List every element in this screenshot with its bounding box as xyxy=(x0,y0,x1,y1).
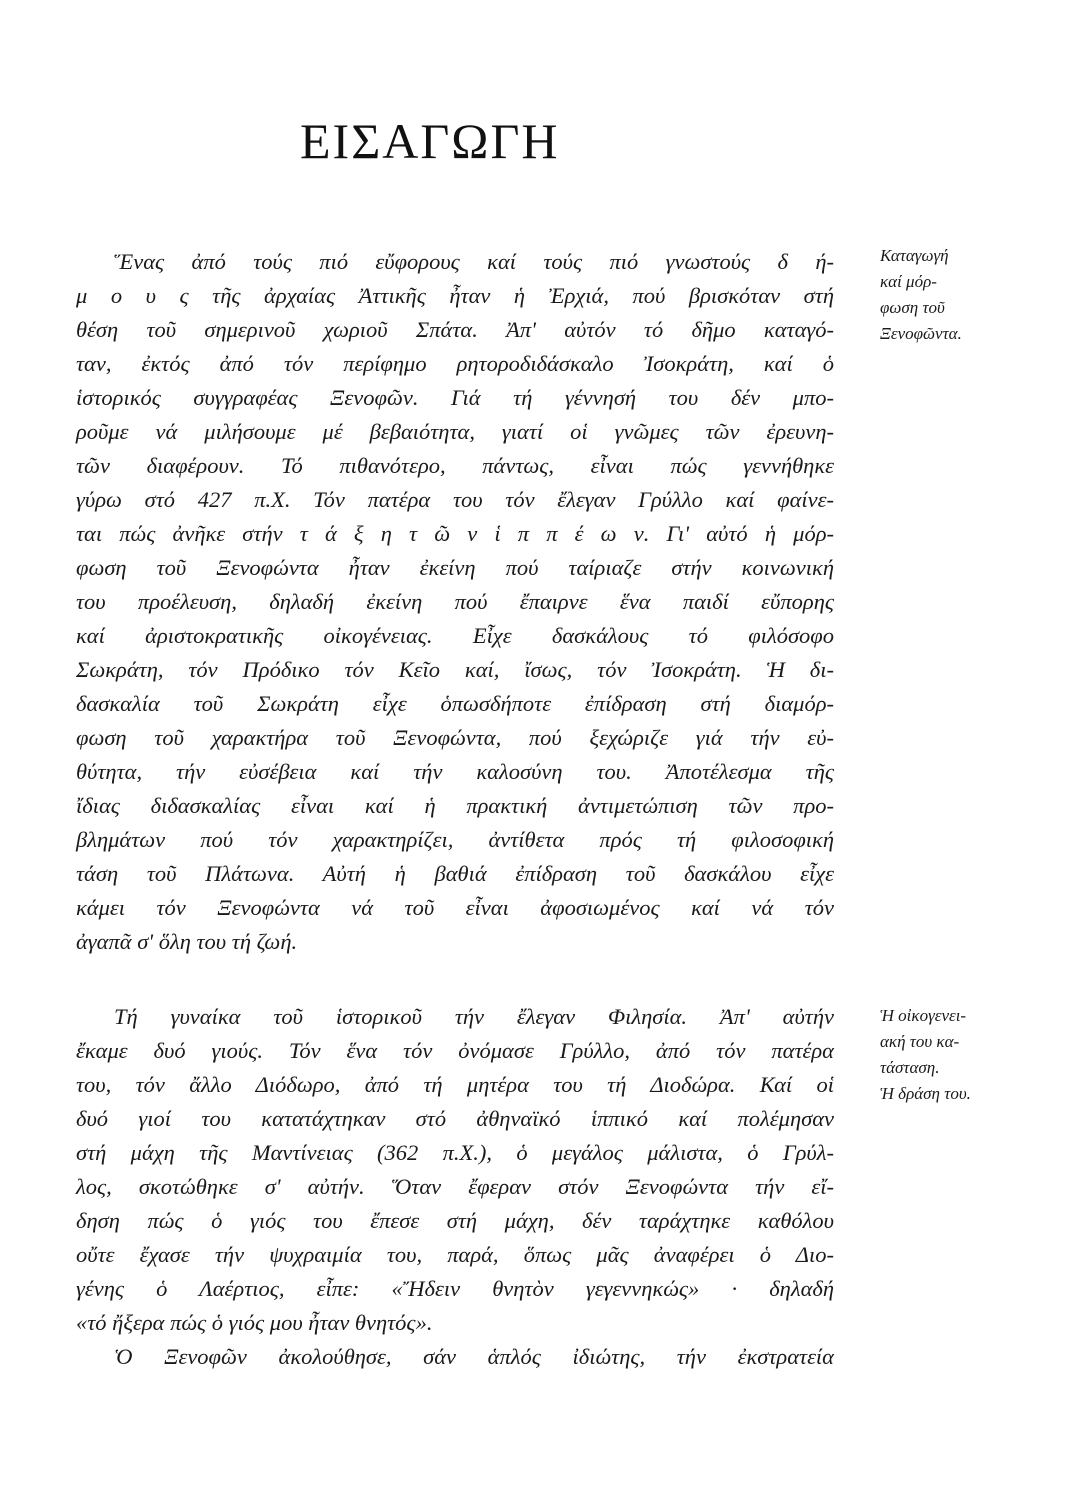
text-line: «τό ἤξερα πώς ὁ γιός μου ἦταν θνητός». xyxy=(76,1310,433,1335)
margin-note-line: Ἡ δράση του. xyxy=(880,1084,971,1103)
text-line: στή μάχη τῆς Μαντίνειας (362 π.Χ.), ὁ μεγάλος μάλιστα, ὁ Γρύλ- xyxy=(76,1140,834,1165)
text-line: τῶν διαφέρουν. Τό πιθανότερο, πάντως, εἶναι πώς γεννήθηκε xyxy=(76,453,834,478)
margin-note-line: Ξενοφῶντα. xyxy=(880,324,962,343)
text-line: μ ο υ ς τῆς ἀρχαίας Ἀττικῆς ἦταν ἡ Ἐρχιά, πού βρισκόταν στή xyxy=(76,283,834,308)
text-line: δασκαλία τοῦ Σωκράτη εἶχε ὁπωσδήποτε ἐπίδραση στή διαμόρ- xyxy=(76,691,834,716)
text-line: θέση τοῦ σημερινοῦ χωριοῦ Σπάτα. Ἀπ' αὐτόν τό δῆμο καταγό- xyxy=(76,317,834,342)
text-line: Σωκράτη, τόν Πρόδικο τόν Κεῖο καί, ἴσως, τόν Ἰσοκράτη. Ἡ δι- xyxy=(76,657,834,682)
text-line: ται πώς ἀνῆκε στήν τ ά ξ η τ ῶ ν ἱ π π έ ω ν. Γι' αὐτό ἡ μόρ- xyxy=(76,521,834,546)
text-line: Ὁ Ξενοφῶν ἀκολούθησε, σάν ἁπλός ἰδιώτης, τήν ἐκστρατεία xyxy=(114,1344,834,1369)
margin-note-line: Καταγωγή xyxy=(880,246,949,265)
text-line: γύρω στό 427 π.Χ. Τόν πατέρα του τόν ἔλεγαν Γρύλλο καί φαίνε- xyxy=(76,487,834,512)
text-line: κάμει τόν Ξενοφώντα νά τοῦ εἶναι ἀφοσιωμένος καί νά τόν xyxy=(76,895,834,920)
text-line: Ἕνας ἀπό τούς πιό εὔφορους καί τούς πιό γνωστούς δ ή- xyxy=(114,249,834,274)
text-line: τάση τοῦ Πλάτωνα. Αὐτή ἡ βαθιά ἐπίδραση τοῦ δασκάλου εἶχε xyxy=(76,861,834,886)
margin-note-line: Ἡ οἰκογενει- xyxy=(880,1006,967,1025)
text-line: ταν, ἐκτός ἀπό τόν περίφημο ρητοροδιδάσκαλο Ἰσοκράτη, καί ὁ xyxy=(76,351,834,376)
text-line: του προέλευση, δηλαδή ἐκείνη πού ἔπαιρνε ἕνα παιδί εὔπορης xyxy=(76,589,834,614)
text-line: λος, σκοτώθηκε σ' αὐτήν. Ὅταν ἔφεραν στόν Ξενοφώντα τήν εἴ- xyxy=(76,1174,834,1199)
text-line: του, τόν ἄλλο Διόδωρο, ἀπό τή μητέρα του τή Διοδώρα. Καί οἱ xyxy=(76,1072,834,1097)
text-line: γένης ὁ Λαέρτιος, εἶπε: «Ἤδειν θνητὸν γεγεννηκώς» · δηλαδή xyxy=(76,1276,834,1301)
text-line: οὔτε ἔχασε τήν ψυχραιμία του, παρά, ὅπως μᾶς ἀναφέρει ὁ Διο- xyxy=(76,1242,834,1267)
text-line: θύτητα, τήν εὐσέβεια καί τήν καλοσύνη του. Ἀποτέλεσμα τῆς xyxy=(76,759,834,784)
text-line: ἱστορικός συγγραφέας Ξενοφῶν. Γιά τή γέννησή του δέν μπο- xyxy=(76,385,834,410)
text-line: φωση τοῦ χαρακτήρα τοῦ Ξενοφώντα, πού ξεχώριζε γιά τήν εὐ- xyxy=(76,725,834,750)
text-line: καί ἀριστοκρατικῆς οἰκογένειας. Εἶχε δασκάλους τό φιλόσοφο xyxy=(76,623,834,648)
margin-note-line: καί μόρ- xyxy=(880,272,937,291)
text-line: δηση πώς ὁ γιός του ἔπεσε στή μάχη, δέν ταράχτηκε καθόλου xyxy=(76,1208,834,1233)
text-line: δυό γιοί του κατατάχτηκαν στό ἀθηναϊκό ἱππικό καί πολέμησαν xyxy=(76,1106,834,1131)
text-line: ἔκαμε δυό γιούς. Τόν ἕνα τόν ὀνόμασε Γρύλλο, ἀπό τόν πατέρα xyxy=(76,1038,834,1063)
text-line: βλημάτων πού τόν χαρακτηρίζει, ἀντίθετα πρός τή φιλοσοφική xyxy=(76,827,834,852)
margin-note-line: ακή του κα- xyxy=(880,1032,960,1051)
text-line: ροῦμε νά μιλήσουμε μέ βεβαιότητα, γιατί οἱ γνῶμες τῶν ἐρευνη- xyxy=(76,419,834,444)
text-line: ἴδιας διδασκαλίας εἶναι καί ἡ πρακτική ἀντιμετώπιση τῶν προ- xyxy=(76,793,834,818)
text-line: φωση τοῦ Ξενοφώντα ἦταν ἐκείνη πού ταίριαζε στήν κοινωνική xyxy=(76,555,834,580)
margin-note-line: φωση τοῦ xyxy=(880,298,945,317)
page-title: ΕΙΣΑΓΩΓΗ xyxy=(300,113,560,169)
text-line: Τή γυναίκα τοῦ ἱστορικοῦ τήν ἔλεγαν Φιλησία. Ἀπ' αὐτήν xyxy=(114,1004,834,1029)
text-line: ἀγαπᾶ σ' ὅλη του τή ζωή. xyxy=(76,929,298,954)
margin-note-line: τάσταση. xyxy=(880,1058,940,1077)
